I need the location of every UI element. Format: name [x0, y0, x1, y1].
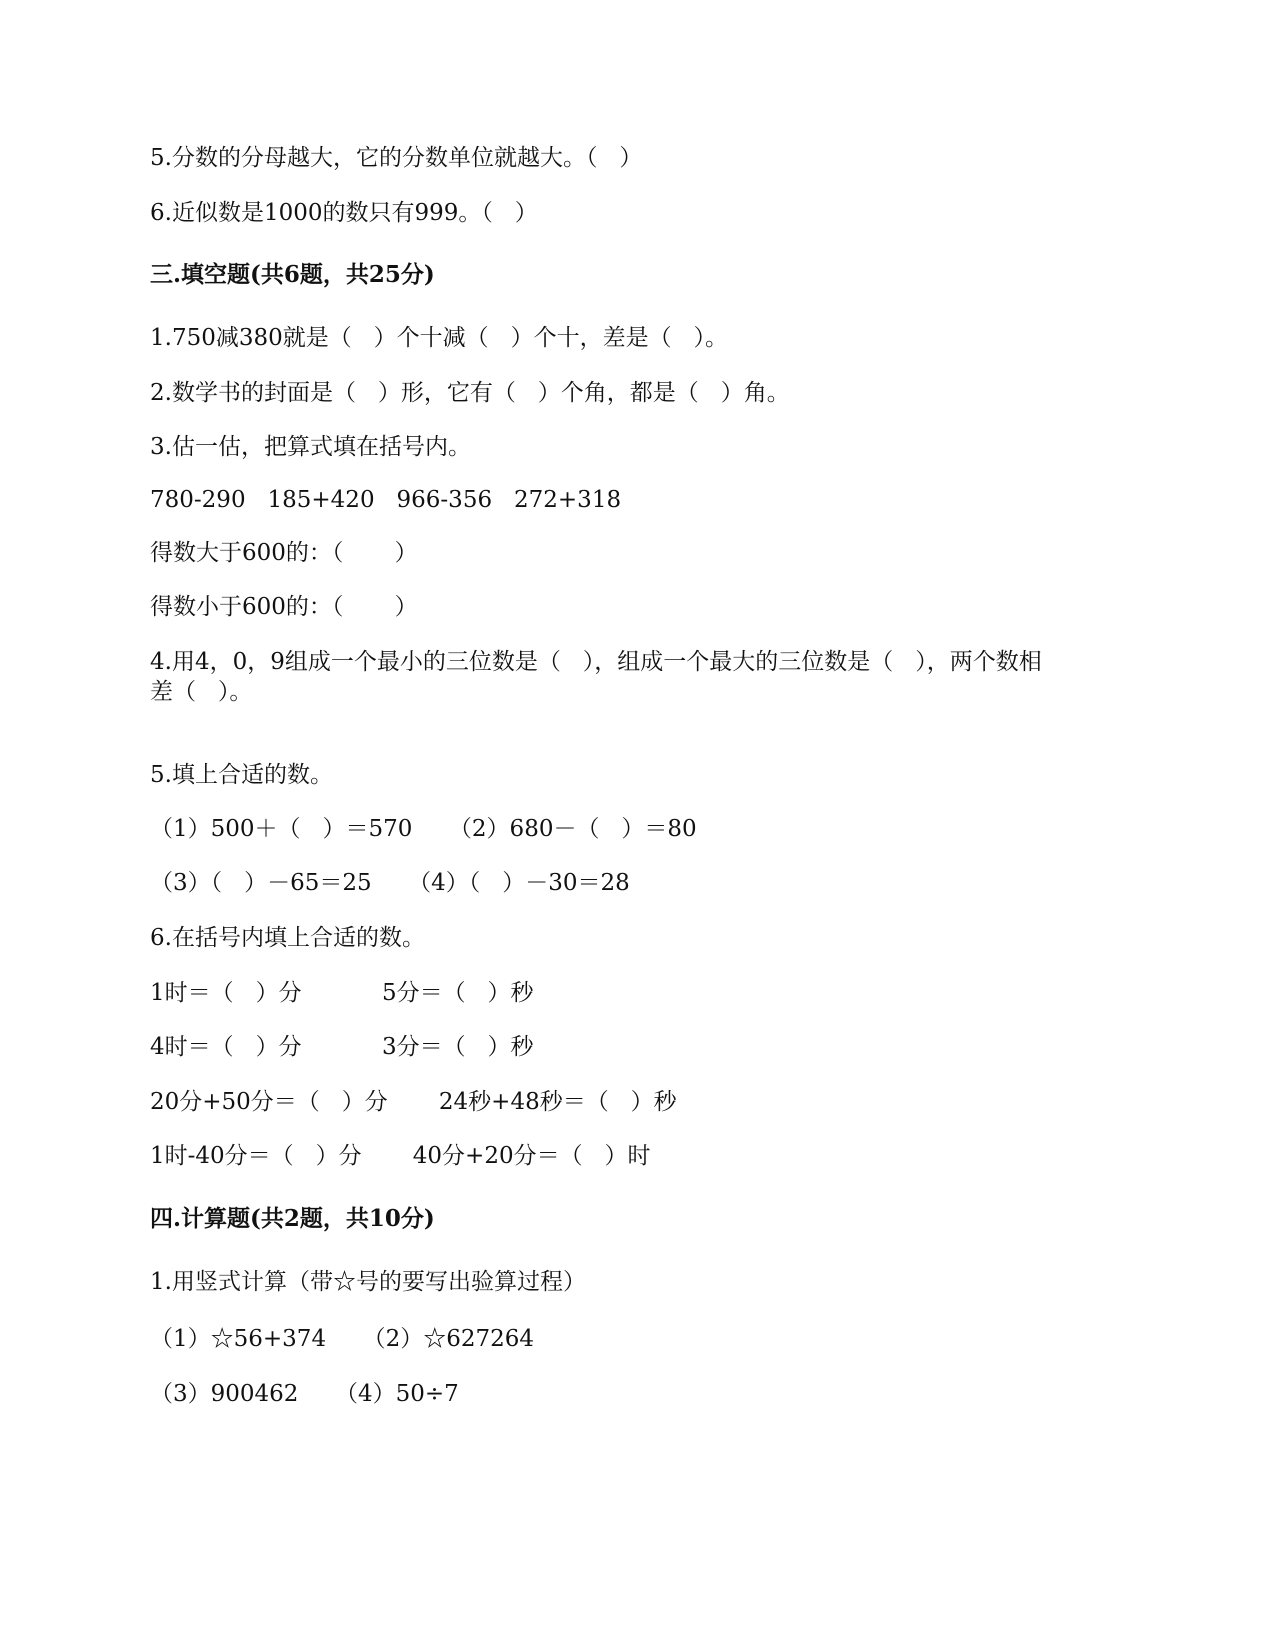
question-2-5: 5.分数的分母越大，它的分数单位就越大。（ ）: [150, 145, 643, 171]
section-4-heading: 四.计算题(共2题，共10分): [150, 1205, 435, 1232]
question-3-6-row4: 1时-40分＝（ ）分 40分+20分＝（ ）时: [150, 1143, 651, 1169]
question-3-3-greater: 得数大于600的：（ ）: [150, 540, 418, 566]
question-3-5: 5.填上合适的数。: [150, 762, 333, 788]
question-3-3-less: 得数小于600的：（ ）: [150, 594, 418, 620]
question-3-5-row1: （1）500＋（ ）＝570 （2）680－（ ）＝80: [150, 816, 697, 842]
question-3-4-line1: 4.用4，0，9组成一个最小的三位数是（ ），组成一个最大的三位数是（ ），两个数相: [150, 649, 1042, 675]
question-4-1-row1: （1）☆56+374 （2）☆627264: [150, 1326, 535, 1352]
question-3-3: 3.估一估，把算式填在括号内。: [150, 434, 471, 460]
question-4-1: 1.用竖式计算（带☆号的要写出验算过程）: [150, 1269, 586, 1295]
question-2-6: 6.近似数是1000的数只有999。（ ）: [150, 200, 538, 226]
question-4-1-row2: （3）900462 （4）50÷7: [150, 1381, 459, 1407]
question-3-1: 1.750减380就是（ ）个十减（ ）个十，差是（ ）。: [150, 325, 729, 351]
question-3-5-row2: （3）（ ）－65＝25 （4）（ ）－30＝28: [150, 870, 630, 896]
question-3-6-row1: 1时＝（ ）分 5分＝（ ）秒: [150, 980, 534, 1006]
question-3-6-row2: 4时＝（ ）分 3分＝（ ）秒: [150, 1034, 534, 1060]
question-3-2: 2.数学书的封面是（ ）形，它有（ ）个角，都是（ ）角。: [150, 380, 790, 406]
question-3-3-expressions: 780-290 185+420 966-356 272+318: [150, 487, 622, 513]
question-3-6: 6.在括号内填上合适的数。: [150, 925, 425, 951]
question-3-4-line2: 差（ ）。: [150, 679, 253, 705]
question-3-6-row3: 20分+50分＝（ ）分 24秒+48秒＝（ ）秒: [150, 1089, 677, 1115]
section-3-heading: 三.填空题(共6题，共25分): [150, 261, 435, 288]
